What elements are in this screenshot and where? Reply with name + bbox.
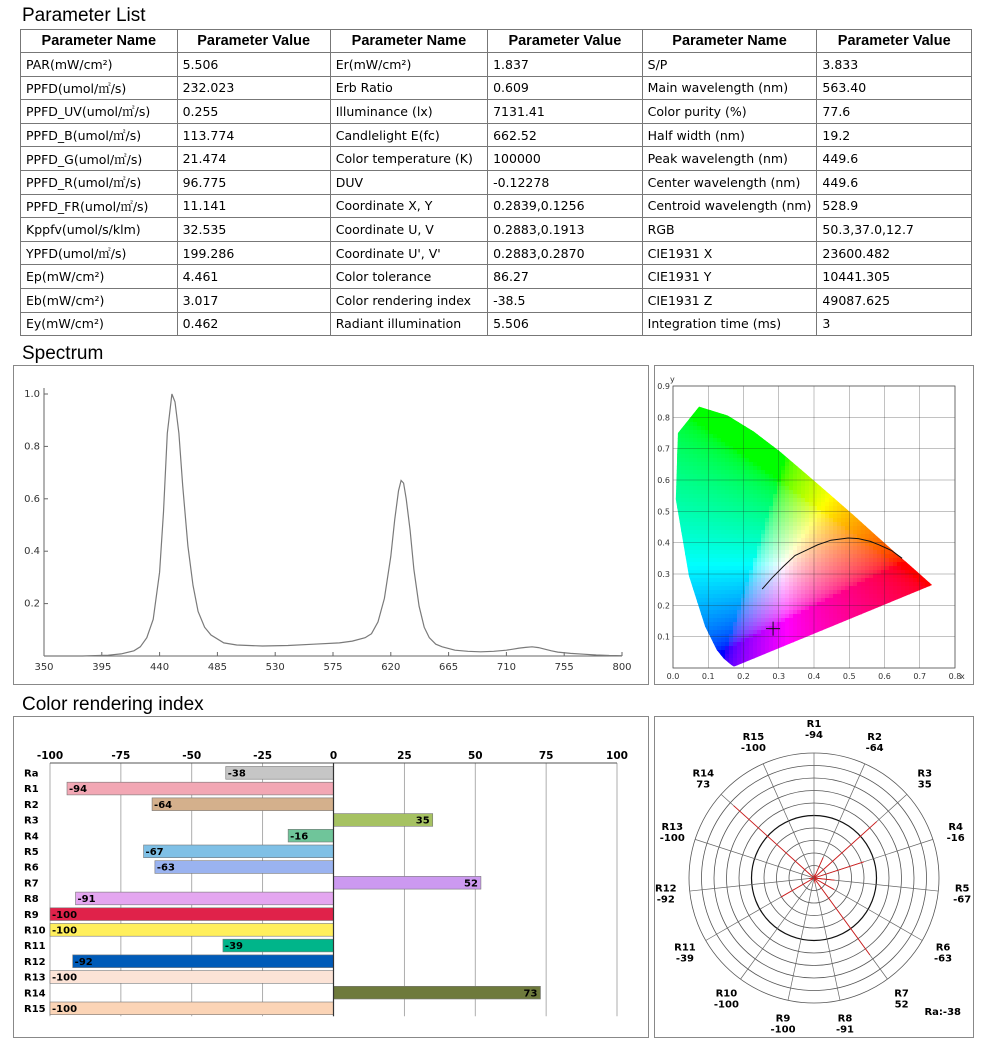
y-tick-label: 0.6: [24, 493, 40, 505]
x-tick-label: 530: [265, 662, 285, 673]
parameter-value-cell: 449.6: [817, 170, 972, 194]
bar-value-label: -94: [69, 784, 88, 796]
polar-value-label: -16: [946, 832, 965, 844]
parameter-name-cell: RGB: [642, 218, 817, 242]
x-tick-label: 755: [554, 662, 574, 673]
parameter-name-cell: Erb Ratio: [330, 76, 487, 100]
cri-value-ray: [814, 822, 877, 878]
polar-value-label: -67: [953, 894, 972, 906]
parameter-value-cell: 32.535: [177, 218, 330, 242]
parameter-value-cell: 3: [817, 312, 972, 336]
parameter-value-cell: -38.5: [488, 288, 643, 312]
category-label: R15: [24, 1004, 46, 1015]
parameter-name-cell: Eb(mW/cm²): [21, 288, 178, 312]
table-row: [21, 170, 972, 194]
category-label: R5: [24, 847, 39, 858]
polar-value-label: 73: [696, 779, 711, 791]
cri-bar-chart: [14, 717, 648, 1037]
parameter-name-cell: Peak wavelength (nm): [642, 147, 817, 171]
polar-category-label: R9: [775, 1013, 791, 1025]
x-tick-label: -100: [36, 750, 64, 762]
polar-category-label: R11: [674, 942, 696, 954]
polar-value-label: -100: [659, 832, 685, 844]
table-row: [21, 123, 972, 147]
polar-category-label: R7: [894, 988, 909, 1000]
bar-value-label: 35: [415, 815, 430, 827]
ra-label: Ra:-38: [924, 1007, 961, 1018]
polar-value-label: 35: [917, 779, 932, 791]
polar-value-label: -100: [740, 742, 766, 754]
category-label: R7: [24, 878, 39, 890]
polar-category-label: R10: [715, 988, 738, 1000]
parameter-value-cell: 21.474: [177, 147, 330, 171]
table-row: [21, 100, 972, 124]
parameter-name-cell: Er(mW/cm²): [330, 53, 487, 77]
polar-value-label: -63: [933, 953, 953, 965]
polar-value-label: -94: [804, 730, 824, 741]
parameter-name-cell: PPFD_FR(umol/㎡/s): [21, 194, 178, 218]
table-row: [21, 147, 972, 171]
parameter-value-cell: 7131.41: [488, 100, 643, 124]
cri-bar: [73, 955, 334, 968]
parameter-value-cell: 49087.625: [817, 288, 972, 312]
cri-bar: [50, 924, 334, 937]
table-row: [21, 241, 972, 265]
polar-value-label: -91: [835, 1024, 855, 1036]
category-label: R13: [24, 972, 46, 984]
polar-category-label: R13: [661, 821, 684, 833]
polar-category-label: R2: [867, 731, 882, 743]
x-axis-label: x: [960, 672, 965, 681]
polar-category-label: R6: [935, 942, 951, 954]
parameter-name-cell: Half width (nm): [642, 123, 817, 147]
parameter-value-cell: 563.40: [817, 76, 972, 100]
category-label: R1: [24, 784, 39, 796]
parameter-name-cell: S/P: [642, 53, 817, 77]
table-row: [21, 288, 972, 312]
parameter-value-cell: 0.609: [488, 76, 643, 100]
x-tick-label: 440: [150, 662, 170, 673]
spectrum-title: Spectrum: [22, 343, 104, 364]
y-tick-label: 0.5: [657, 507, 670, 517]
parameter-name-cell: Color rendering index: [330, 288, 487, 312]
bar-value-label: -100: [52, 925, 78, 937]
x-tick-label: -50: [182, 750, 202, 762]
y-tick-label: 0.1: [657, 632, 670, 642]
parameter-value-cell: 86.27: [488, 265, 643, 289]
parameter-value-cell: 0.2883,0.2870: [488, 241, 643, 265]
table-row: [21, 265, 972, 289]
cri-bar: [67, 782, 333, 795]
parameter-name-cell: Ey(mW/cm²): [21, 312, 178, 336]
bar-value-label: -100: [52, 972, 78, 984]
polar-value-label: -100: [770, 1024, 796, 1036]
cri-bar: [334, 986, 541, 999]
cri-bar: [144, 845, 334, 858]
x-tick-label: 50: [467, 750, 483, 762]
polar-value-label: -39: [675, 953, 695, 965]
x-tick-label: -75: [111, 750, 131, 762]
parameter-name-cell: Illuminance (lx): [330, 100, 487, 124]
bar-value-label: -91: [77, 894, 96, 906]
spectrum-panel: [13, 365, 649, 685]
y-tick-label: 0.6: [657, 476, 670, 485]
category-label: R9: [24, 909, 39, 921]
column-header: Parameter Name: [330, 30, 487, 53]
column-header: Parameter Value: [817, 30, 972, 53]
table-header-row: [21, 30, 972, 53]
category-label: R14: [24, 988, 46, 1000]
cri-bar-panel: [13, 716, 649, 1038]
x-tick-label: 0.5: [842, 672, 856, 681]
parameter-name-cell: Color tolerance: [330, 265, 487, 289]
cri-polar-chart: [655, 717, 973, 1037]
parameter-name-cell: Candlelight E(fc): [330, 123, 487, 147]
parameter-value-cell: 0.2883,0.1913: [488, 218, 643, 242]
spectrum-series-line: [44, 394, 622, 656]
parameter-value-cell: 96.775: [177, 170, 330, 194]
parameter-name-cell: Coordinate U', V': [330, 241, 487, 265]
cri-bar: [155, 861, 334, 874]
cri-bar: [152, 798, 333, 811]
x-tick-label: 75: [538, 750, 554, 762]
parameter-name-cell: PAR(mW/cm²): [21, 53, 178, 77]
x-tick-label: 485: [207, 662, 227, 673]
parameter-value-cell: 5.506: [177, 53, 330, 77]
category-label: R10: [24, 925, 46, 937]
x-tick-label: 0.6: [878, 672, 891, 681]
parameter-value-cell: 100000: [488, 147, 643, 171]
parameter-value-cell: 4.461: [177, 265, 330, 289]
category-label: R12: [24, 956, 46, 968]
cri-bar: [76, 892, 334, 905]
column-header: Parameter Value: [488, 30, 643, 53]
cie-chromaticity-chart: [655, 366, 973, 684]
category-label: Ra: [24, 768, 39, 780]
x-tick-label: 0: [329, 750, 338, 762]
x-tick-label: 350: [34, 662, 54, 673]
table-row: [21, 53, 972, 77]
x-tick-label: 0.7: [913, 672, 927, 681]
parameter-name-cell: Coordinate U, V: [330, 218, 487, 242]
y-tick-label: 0.9: [657, 382, 670, 391]
y-axis-label: y: [670, 375, 675, 384]
bar-value-label: -92: [74, 956, 93, 968]
parameter-name-cell: Coordinate X, Y: [330, 194, 487, 218]
polar-category-label: R1: [806, 719, 822, 730]
parameter-value-cell: 1.837: [488, 53, 643, 77]
parameter-value-cell: 19.2: [817, 123, 972, 147]
parameter-name-cell: CIE1931 Z: [642, 288, 817, 312]
parameter-value-cell: 5.506: [488, 312, 643, 336]
y-tick-label: 1.0: [24, 389, 40, 400]
table-row: [21, 218, 972, 242]
parameter-value-cell: 3.017: [177, 288, 330, 312]
bar-value-label: 52: [463, 878, 478, 890]
parameter-value-cell: 11.141: [177, 194, 330, 218]
spectrum-chart: [14, 366, 648, 684]
category-label: R8: [24, 894, 39, 906]
parameter-value-cell: 3.833: [817, 53, 972, 77]
y-tick-label: 0.8: [24, 441, 40, 453]
parameter-value-cell: 10441.305: [817, 265, 972, 289]
category-label: R3: [24, 815, 39, 827]
polar-category-label: R15: [742, 731, 765, 743]
x-tick-label: 0.4: [807, 672, 821, 681]
polar-value-label: 52: [894, 999, 909, 1011]
parameter-name-cell: CIE1931 Y: [642, 265, 817, 289]
table-row: [21, 312, 972, 336]
bar-value-label: -16: [290, 831, 309, 843]
parameter-value-cell: 662.52: [488, 123, 643, 147]
parameter-name-cell: Kppfv(umol/s/klm): [21, 218, 178, 242]
parameter-name-cell: Main wavelength (nm): [642, 76, 817, 100]
parameter-name-cell: PPFD_G(umol/㎡/s): [21, 147, 178, 171]
parameter-name-cell: Radiant illumination: [330, 312, 487, 336]
category-label: R6: [24, 862, 39, 874]
cri-title: Color rendering index: [22, 694, 204, 715]
x-tick-label: 395: [92, 662, 112, 673]
y-tick-label: 0.4: [24, 546, 40, 558]
bar-value-label: -39: [224, 941, 244, 953]
parameter-name-cell: PPFD_UV(umol/㎡/s): [21, 100, 178, 124]
y-tick-label: 0.8: [657, 413, 670, 423]
parameter-value-cell: 0.2839,0.1256: [488, 194, 643, 218]
parameter-value-cell: 232.023: [177, 76, 330, 100]
parameter-value-cell: 0.255: [177, 100, 330, 124]
cri-bar: [334, 876, 481, 889]
parameter-name-cell: Color temperature (K): [330, 147, 487, 171]
parameter-name-cell: CIE1931 X: [642, 241, 817, 265]
cie-gamut-fill: [673, 386, 958, 667]
column-header: Parameter Value: [177, 30, 330, 53]
bar-value-label: -100: [52, 1004, 78, 1015]
y-tick-label: 0.2: [24, 598, 40, 610]
x-tick-label: 0.3: [772, 672, 786, 681]
parameter-value-cell: -0.12278: [488, 170, 643, 194]
polar-category-label: R12: [655, 883, 677, 895]
cri-bar: [50, 1002, 334, 1015]
parameter-name-cell: Ep(mW/cm²): [21, 265, 178, 289]
parameter-name-cell: Integration time (ms): [642, 312, 817, 336]
parameter-name-cell: PPFD(umol/㎡/s): [21, 76, 178, 100]
parameter-table: [20, 29, 972, 336]
x-tick-label: 0.8: [948, 672, 962, 681]
x-tick-label: 800: [612, 662, 632, 673]
parameter-value-cell: 50.3,37.0,12.7: [817, 218, 972, 242]
polar-category-label: R14: [692, 768, 715, 780]
parameter-value-cell: 113.774: [177, 123, 330, 147]
column-header: Parameter Name: [21, 30, 178, 53]
x-tick-label: 25: [397, 750, 412, 762]
column-header: Parameter Name: [642, 30, 817, 53]
x-tick-label: 620: [381, 662, 401, 673]
parameter-name-cell: Centroid wavelength (nm): [642, 194, 817, 218]
x-tick-label: 575: [323, 662, 343, 673]
category-label: R11: [24, 941, 46, 953]
parameter-value-cell: 0.462: [177, 312, 330, 336]
y-tick-label: 0.2: [657, 601, 670, 611]
parameter-value-cell: 23600.482: [817, 241, 972, 265]
bar-value-label: -100: [52, 909, 78, 921]
parameter-value-cell: 449.6: [817, 147, 972, 171]
x-tick-label: 0.1: [701, 672, 715, 681]
x-tick-label: 665: [439, 662, 459, 673]
bar-value-label: -64: [154, 799, 173, 811]
y-tick-label: 0.7: [657, 444, 670, 454]
polar-value-label: -92: [656, 894, 675, 906]
bar-value-label: -38: [227, 768, 246, 780]
bar-value-label: -63: [156, 862, 175, 874]
polar-value-label: -64: [865, 742, 884, 754]
parameter-list-title: Parameter List: [22, 5, 146, 26]
x-tick-label: 0.2: [737, 672, 750, 681]
parameter-name-cell: PPFD_B(umol/㎡/s): [21, 123, 178, 147]
cri-bar: [50, 908, 334, 921]
polar-value-label: -100: [713, 999, 739, 1011]
polar-category-label: R4: [948, 821, 964, 833]
parameter-value-cell: 77.6: [817, 100, 972, 124]
cri-polar-panel: [654, 716, 974, 1038]
table-row: [21, 194, 972, 218]
x-tick-label: 100: [606, 750, 628, 762]
parameter-value-cell: 528.9: [817, 194, 972, 218]
bar-value-label: -67: [145, 847, 164, 858]
parameter-name-cell: Center wavelength (nm): [642, 170, 817, 194]
category-label: R4: [24, 831, 39, 843]
y-tick-label: 0.4: [657, 538, 670, 548]
parameter-name-cell: YPFD(umol/㎡/s): [21, 241, 178, 265]
parameter-name-cell: PPFD_R(umol/㎡/s): [21, 170, 178, 194]
cie-panel: [654, 365, 974, 685]
parameter-value-cell: 199.286: [177, 241, 330, 265]
polar-category-label: R8: [837, 1013, 853, 1025]
cri-bar: [50, 971, 334, 984]
x-tick-label: 710: [496, 662, 516, 673]
y-tick-label: 0.3: [657, 570, 670, 579]
table-row: [21, 76, 972, 100]
parameter-name-cell: DUV: [330, 170, 487, 194]
x-tick-label: 0.0: [666, 672, 680, 681]
x-tick-label: -25: [253, 750, 273, 762]
parameter-name-cell: Color purity (%): [642, 100, 817, 124]
polar-category-label: R5: [954, 883, 970, 895]
bar-value-label: 73: [523, 988, 538, 1000]
category-label: R2: [24, 799, 39, 811]
polar-category-label: R3: [917, 768, 933, 780]
